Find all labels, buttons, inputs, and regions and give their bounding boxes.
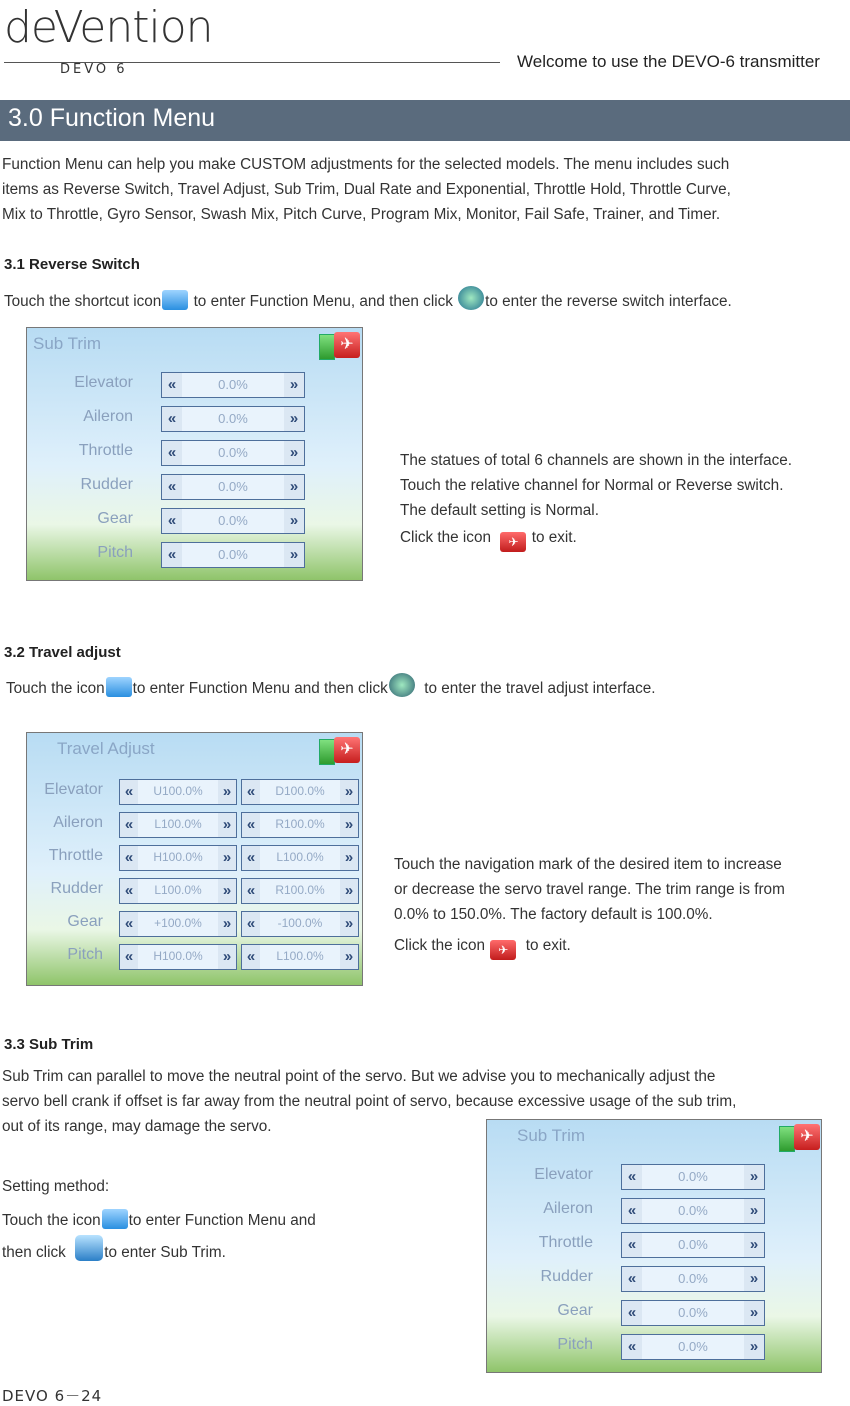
decrease-button[interactable]: « [622,1199,642,1223]
text: servo bell crank if offset is far away from the neutral point of servo, because excessive usage of the sub trim, [2,1093,737,1110]
value-control[interactable] [161,372,305,398]
welcome-text: Welcome to use the DEVO-6 transmitter [517,52,820,71]
travel-control-low[interactable] [119,911,237,937]
channel-label: Pitch [557,1336,593,1353]
decrease-button[interactable]: « [622,1301,642,1325]
text: to enter Function Menu and then click [132,680,388,697]
travel-control-low[interactable] [119,878,237,904]
function-menu-icon [106,677,132,697]
sub-trim-icon [75,1235,103,1261]
increase-button[interactable]: » [744,1199,764,1223]
channel-row [487,1300,807,1326]
decrease-button[interactable]: « [242,912,260,936]
channel-value: 0.0% [218,513,248,528]
sub-trim-screen [486,1119,822,1373]
text: to enter Function Menu, and then click [193,293,453,310]
channel-value: 0.0% [678,1339,708,1354]
value-control[interactable] [621,1334,765,1360]
increase-button[interactable]: » [284,373,304,397]
increase-button[interactable]: » [340,846,358,870]
decrease-button[interactable]: « [622,1165,642,1189]
subtrim-instruction [2,1208,316,1265]
decrease-button[interactable]: « [120,879,138,903]
travel-control-high[interactable] [241,812,359,838]
text: out of its range, may damage the servo. [2,1118,272,1135]
value-control[interactable] [621,1164,765,1190]
decrease-button[interactable]: « [120,912,138,936]
channel-row [27,372,347,398]
travel-control-high[interactable] [241,911,359,937]
text: 0.0% to 150.0%. The factory default is 100.0%. [394,906,713,923]
text: Sub Trim can parallel to move the neutral point of the servo. But we advise you to mechanically adjust the [2,1068,716,1085]
decrease-button[interactable]: « [120,780,138,804]
channel-label: Rudder [80,476,133,493]
value-control[interactable] [621,1198,765,1224]
channel-label: Elevator [44,781,103,798]
increase-button[interactable]: » [744,1335,764,1359]
function-menu-icon [162,290,188,310]
channel-value: 0.0% [678,1203,708,1218]
channel-value: 0.0% [218,377,248,392]
channel-row [27,474,347,500]
text: Touch the shortcut icon [4,293,162,310]
decrease-button[interactable]: « [162,509,182,533]
increase-button[interactable]: » [218,780,236,804]
screen-title: Sub Trim [517,1126,586,1145]
travel-value: H100.0% [153,850,203,864]
channel-value: 0.0% [678,1305,708,1320]
channel-row [27,406,347,432]
travel-value: +100.0% [154,916,202,930]
travel-control-high[interactable] [241,944,359,970]
channel-row [27,845,361,871]
exit-icon: ✈ [500,532,526,552]
decrease-button[interactable]: « [162,407,182,431]
intro-line: Mix to Throttle, Gyro Sensor, Swash Mix, Pitch Curve, Program Mix, Monitor, Fail Safe, Trainer, and Timer. [2,206,721,223]
channel-label: Rudder [540,1268,593,1285]
travel-adjust-icon [389,673,415,697]
travel-adjust-screen [26,732,363,986]
text: then click [2,1244,66,1261]
travel-value: R100.0% [275,883,325,897]
travel-control-low[interactable] [119,845,237,871]
channel-value: 0.0% [678,1271,708,1286]
increase-button[interactable]: » [284,441,304,465]
text: to exit. [531,529,577,546]
travel-instruction [6,673,656,701]
channel-label: Gear [97,510,133,527]
exit-icon[interactable]: ✈ [334,737,360,763]
increase-button[interactable]: » [218,945,236,969]
channel-label: Throttle [48,847,103,864]
decrease-button[interactable]: « [622,1267,642,1291]
channel-row [27,944,361,970]
text: to enter Sub Trim. [104,1244,226,1261]
decrease-button[interactable]: « [162,441,182,465]
channel-value: 0.0% [218,547,248,562]
increase-button[interactable]: » [340,912,358,936]
channel-row [487,1164,807,1190]
channel-label: Gear [557,1302,593,1319]
travel-control-low[interactable] [119,779,237,805]
increase-button[interactable]: » [744,1267,764,1291]
model-label: DEVO 6 [60,62,128,77]
page-footer: DEVO 6－24 [2,1387,103,1405]
channel-label: Elevator [534,1166,593,1183]
increase-button[interactable]: » [340,780,358,804]
increase-button[interactable]: » [340,813,358,837]
setting-method-label: Setting method: [2,1178,110,1195]
increase-button[interactable]: » [340,945,358,969]
screen-title: Travel Adjust [57,739,155,758]
channel-label: Gear [67,913,103,930]
increase-button[interactable]: » [744,1233,764,1257]
channel-label: Elevator [74,374,133,391]
value-control[interactable] [621,1232,765,1258]
heading-sub-trim: 3.3 Sub Trim [4,1036,94,1053]
value-control[interactable] [621,1266,765,1292]
screen-title: Sub Trim [33,334,102,353]
section-title: 3.0 Function Menu [8,104,216,132]
channel-value: 0.0% [218,411,248,426]
channel-row [27,440,347,466]
channel-label: Aileron [543,1200,593,1217]
heading-travel-adjust: 3.2 Travel adjust [4,644,121,661]
channel-label: Throttle [78,442,133,459]
channel-row [487,1198,807,1224]
increase-button[interactable]: » [284,509,304,533]
channel-label: Throttle [538,1234,593,1251]
channel-row [27,779,361,805]
brand-logo: deVention [4,2,213,53]
increase-button[interactable]: » [218,912,236,936]
channel-label: Pitch [97,544,133,561]
reverse-switch-screen [26,327,363,581]
decrease-button[interactable]: « [162,543,182,567]
travel-value: L100.0% [154,817,202,831]
exit-icon[interactable]: ✈ [794,1124,820,1150]
increase-button[interactable]: » [744,1165,764,1189]
travel-value: -100.0% [277,916,323,930]
travel-description [394,852,785,960]
text: to exit. [525,937,571,954]
text: Touch the icon [6,680,105,697]
text: Touch the navigation mark of the desired item to increase [394,856,782,873]
increase-button[interactable]: » [284,543,304,567]
channel-value: 0.0% [678,1169,708,1184]
decrease-button[interactable]: « [162,475,182,499]
travel-control-high[interactable] [241,779,359,805]
text: The statues of total 6 channels are shown in the interface. [400,452,793,469]
text: Touch the icon [2,1212,101,1229]
heading-reverse-switch: 3.1 Reverse Switch [4,256,140,273]
decrease-button[interactable]: « [622,1335,642,1359]
travel-control-low[interactable] [119,812,237,838]
decrease-button[interactable]: « [242,846,260,870]
travel-control-high[interactable] [241,878,359,904]
exit-icon: ✈ [490,940,516,960]
channel-row [27,508,347,534]
channel-row [27,878,361,904]
decrease-button[interactable]: « [242,945,260,969]
channel-row [487,1266,807,1292]
exit-instruction [400,525,792,552]
text: or decrease the servo travel range. The trim range is from [394,881,785,898]
function-menu-icon [102,1209,128,1229]
intro-line: items as Reverse Switch, Travel Adjust, Sub Trim, Dual Rate and Exponential, Throttle Hold, Throttle Curve, [2,181,731,198]
text: to enter the reverse switch interface. [485,293,732,310]
decrease-button[interactable]: « [242,813,260,837]
travel-value: L100.0% [276,850,324,864]
channel-row [27,812,361,838]
channel-value: 0.0% [218,445,248,460]
text: Touch the relative channel for Normal or Reverse switch. [400,477,784,494]
channel-row [487,1334,807,1360]
channel-value: 0.0% [678,1237,708,1252]
intro-line: Function Menu can help you make CUSTOM adjustments for the selected models. The menu includes such [2,156,730,173]
increase-button[interactable]: » [340,879,358,903]
value-control[interactable] [621,1300,765,1326]
value-control[interactable] [161,406,305,432]
decrease-button[interactable]: « [162,373,182,397]
travel-value: H100.0% [153,949,203,963]
decrease-button[interactable]: « [242,879,260,903]
value-control[interactable] [161,508,305,534]
reverse-description [400,448,792,552]
text: The default setting is Normal. [400,502,599,519]
decrease-button[interactable]: « [622,1233,642,1257]
value-control[interactable] [161,542,305,568]
increase-button[interactable]: » [218,846,236,870]
battery-icon [319,334,335,360]
travel-control-low[interactable] [119,944,237,970]
value-control[interactable] [161,474,305,500]
text: to enter the travel adjust interface. [424,680,656,697]
reverse-instruction [4,286,732,314]
channel-value: 0.0% [218,479,248,494]
channel-label: Aileron [53,814,103,831]
travel-value: L100.0% [276,949,324,963]
travel-value: U100.0% [153,784,203,798]
decrease-button[interactable]: « [120,945,138,969]
exit-instruction [394,933,785,960]
travel-value: L100.0% [154,883,202,897]
exit-icon[interactable]: ✈ [334,332,360,358]
increase-button[interactable]: » [284,475,304,499]
value-control[interactable] [161,440,305,466]
channel-row [27,542,347,568]
travel-value: R100.0% [275,817,325,831]
channel-label: Aileron [83,408,133,425]
text: to enter Function Menu and [128,1212,316,1229]
increase-button[interactable]: » [218,879,236,903]
channel-row [27,911,361,937]
channel-row [487,1232,807,1258]
text: Click the icon [400,529,491,546]
decrease-button[interactable]: « [242,780,260,804]
decrease-button[interactable]: « [120,846,138,870]
travel-control-high[interactable] [241,845,359,871]
battery-icon [319,739,335,765]
channel-label: Pitch [67,946,103,963]
increase-button[interactable]: » [284,407,304,431]
travel-value: D100.0% [275,784,325,798]
battery-icon [779,1126,795,1152]
reverse-switch-icon [458,286,484,310]
increase-button[interactable]: » [744,1301,764,1325]
decrease-button[interactable]: « [120,813,138,837]
intro-paragraph [2,152,731,227]
text: Click the icon [394,937,485,954]
increase-button[interactable]: » [218,813,236,837]
channel-label: Rudder [50,880,103,897]
